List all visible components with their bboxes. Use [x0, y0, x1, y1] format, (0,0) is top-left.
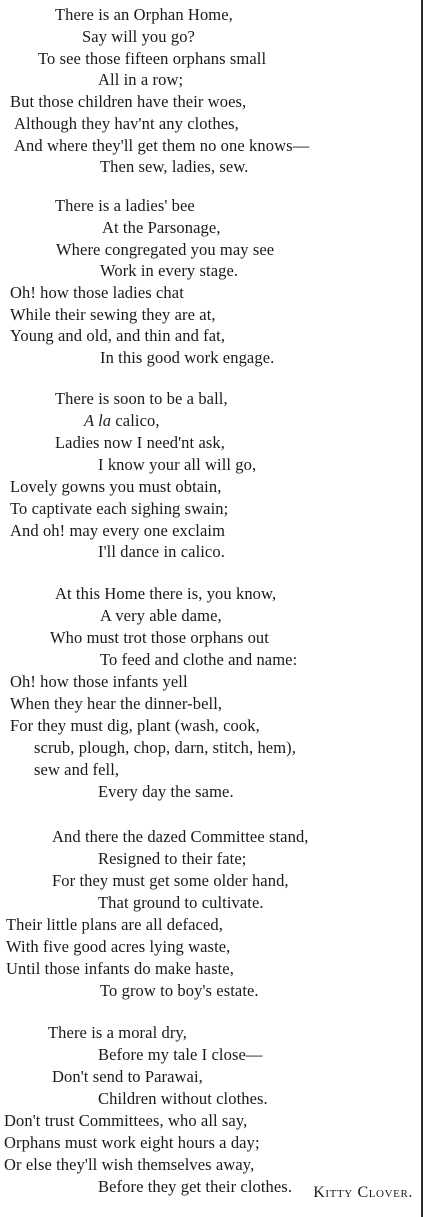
poem-line: In this good work engage. — [100, 348, 275, 367]
poem-line: Ladies now I need'nt ask, — [55, 433, 225, 452]
poem-line: Their little plans are all defaced, — [6, 915, 223, 934]
poem-line: Lovely gowns you must obtain, — [10, 477, 222, 496]
poem-line: Young and old, and thin and fat, — [10, 326, 226, 345]
poem-line: For they must dig, plant (wash, cook, — [10, 716, 260, 735]
italic-prefix: A la — [84, 411, 112, 430]
poem-line: Every day the same. — [98, 782, 234, 801]
poem-line-rest: calico, — [115, 411, 160, 430]
poem-line: And there the dazed Committee stand, — [52, 827, 309, 846]
poem-line: Oh! how those ladies chat — [10, 283, 184, 302]
poem-line: Don't trust Committees, who all say, — [4, 1111, 248, 1130]
poem-line: sew and fell, — [34, 760, 120, 779]
poem-line: And oh! may every one exclaim — [10, 521, 226, 540]
poem-line: I'll dance in calico. — [98, 542, 225, 561]
poem-line: Oh! how those infants yell — [10, 672, 188, 691]
author-signature: Kitty Clover. — [313, 1184, 413, 1201]
poem-line: Then sew, ladies, sew. — [100, 157, 249, 176]
poem-line: When they hear the dinner-bell, — [10, 694, 223, 713]
poem-line: Although they hav'nt any clothes, — [14, 114, 239, 133]
poem-line-a-la-calico — [84, 410, 160, 432]
poem-line: Before they get their clothes. — [98, 1177, 293, 1196]
poem-line: Before my tale I close— — [98, 1045, 263, 1064]
poem-line: Who must trot those orphans out — [50, 628, 269, 647]
poem-line: At the Parsonage, — [102, 218, 221, 237]
poem-line: Children without clothes. — [98, 1089, 268, 1108]
poem-line: For they must get some older hand, — [52, 871, 289, 890]
poem-line: Or else they'll wish themselves away, — [4, 1155, 255, 1174]
poem-line: Say will you go? — [82, 27, 195, 46]
poem-line: There is a moral dry, — [48, 1023, 187, 1042]
poem-line: scrub, plough, chop, darn, stitch, hem), — [34, 738, 296, 757]
poem-line: Orphans must work eight hours a day; — [4, 1133, 260, 1152]
poem-line: But those children have their woes, — [10, 92, 247, 111]
poem-line: There is an Orphan Home, — [55, 5, 233, 24]
poem-line: To grow to boy's estate. — [100, 981, 259, 1000]
poem-line: There is soon to be a ball, — [55, 389, 228, 408]
poem-line: To captivate each sighing swain; — [10, 499, 229, 518]
poem-line: A very able dame, — [100, 606, 222, 625]
poem-line: Where congregated you may see — [56, 240, 275, 259]
poem-line: While their sewing they are at, — [10, 305, 216, 324]
poem-line: There is a ladies' bee — [55, 196, 195, 215]
poem-line: Until those infants do make haste, — [6, 959, 234, 978]
poem-line: To see those fifteen orphans small — [38, 49, 267, 68]
poem-line: That ground to cultivate. — [98, 893, 264, 912]
poem-line: I know your all will go, — [98, 455, 257, 474]
poem-line: Work in every stage. — [100, 261, 239, 280]
poem-line: At this Home there is, you know, — [55, 584, 277, 603]
poem-line: Resigned to their fate; — [98, 849, 247, 868]
poem-line: All in a row; — [98, 70, 184, 89]
poem-line: And where they'll get them no one knows— — [14, 136, 310, 155]
poem-line: Don't send to Parawai, — [52, 1067, 203, 1086]
poem-line: With five good acres lying waste, — [6, 937, 231, 956]
poem-line: To feed and clothe and name: — [100, 650, 298, 669]
